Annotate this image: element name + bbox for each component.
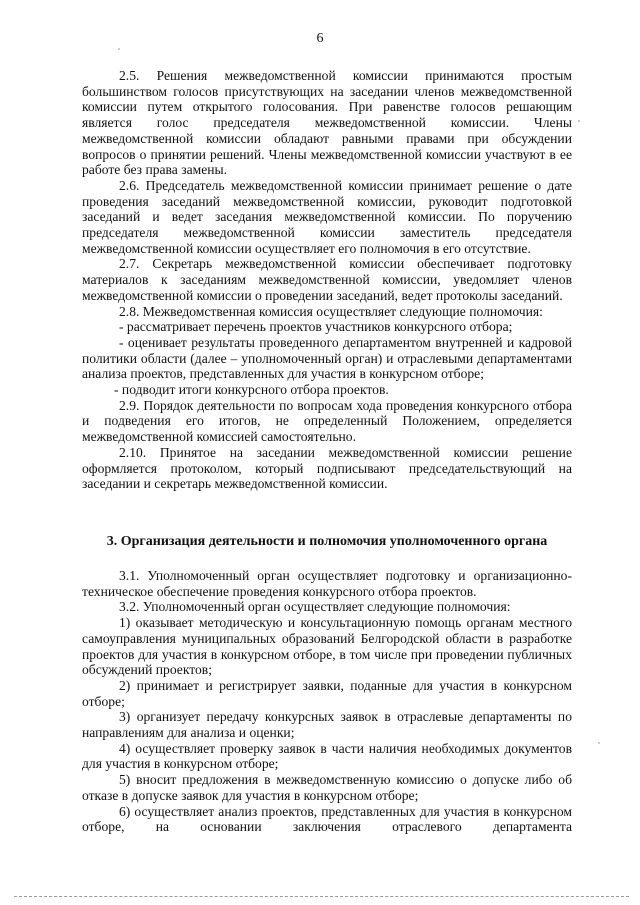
scan-edge-line <box>14 896 629 897</box>
paragraph-2-6: 2.6. Председатель межведомственной комиссии принимает решение о дате проведения заседаний межведомственной комиссии, руководит подготовкой заседаний и ведет заседания межведомственной комиссии. По поручению председателя межведомственной комиссии заместитель председателя межведомственной комиссии осуществляет его полномочия в его отсутствие. <box>82 177 572 256</box>
list-item-4: 4) осуществляет проверку заявок в части наличия необходимых документов для участия в конкурсном отборе; <box>82 740 572 772</box>
paragraph-2-5: 2.5. Решения межведомственной комиссии принимаются простым большинством голосов присутствующих на заседании членов межведомственной комиссии путем открытого голосования. При равенстве голосов решающим является голос председателя межведомственной комиссии. Члены межведомственной комиссии обладают равными правами при обсуждении вопросов о принятии решений. Члены межведомственной комиссии участвуют в ее работе без права замены. <box>82 68 572 178</box>
paragraph-3-1: 3.1. Уполномоченный орган осуществляет подготовку и организационно-техническое обеспечение проведения конкурсного отбора проектов. <box>82 568 572 599</box>
section-3-text <box>82 568 572 835</box>
list-item-5: 5) вносит предложения в межведомственную комиссию о допуске либо об отказе в допуске заявок для участия в конкурсном отборе; <box>82 772 572 803</box>
scan-speck <box>598 742 600 744</box>
paragraph-2-7: 2.7. Секретарь межведомственной комиссии обеспечивает подготовку материалов к заседаниям межведомственной комиссии, уведомляет членов межведомственной комиссии о проведении заседаний, ведет протоколы заседаний. <box>82 256 572 303</box>
paragraph-2-8: 2.8. Межведомственная комиссия осуществляет следующие полномочия: <box>119 303 543 319</box>
list-item-2: 2) принимает и регистрирует заявки, поданные для участия в конкурсном отборе; <box>82 677 572 709</box>
scan-speck <box>578 120 580 122</box>
paragraph-2-9: 2.9. Порядок деятельности по вопросам хода проведения конкурсного отбора и подведения его итогов, не определенный Положением, определяется межведомственной комиссией самостоятельно. <box>82 397 572 445</box>
section-3-heading: 3. Организация деятельности и полномочия уполномоченного органа <box>106 534 548 549</box>
list-item-review: - рассматривает перечень проектов участников конкурсного отбора; <box>119 319 513 335</box>
paragraph-3-2: 3.2. Уполномоченный орган осуществляет следующие полномочия: <box>119 599 511 615</box>
list-item-1: 1) оказывает методическую и консультационную помощь органам местного самоуправления муниципальных образований Белгородской области в разработке проектов для участия в конкурсном отборе, в том числе при проведении публичных обсуждений проектов; <box>82 615 572 678</box>
list-item-3: 3) организует передачу конкурсных заявок в отраслевые департаменты по направлениям для анализа и оценки; <box>82 709 572 741</box>
page-number: 6 <box>316 31 324 46</box>
list-item-summarize: - подводит итоги конкурсного отбора проектов. <box>114 382 389 398</box>
scan-speck <box>118 48 120 50</box>
list-item-evaluate: - оценивает результаты проведенного департаментом внутренней и кадровой политики области (далее – уполномоченный орган) и отраслевыми департаментами анализа проектов, представленных для участия в конкурсном отборе; <box>82 334 572 382</box>
paragraph-2-10: 2.10. Принятое на заседании межведомственной комиссии решение оформляется протоколом, который подписывают председательствующий на заседании и секретарь межведомственной комиссии. <box>82 444 572 492</box>
list-item-6: 6) осуществляет анализ проектов, представленных для участия в конкурсном отборе, на основании заключения отраслевого департамента <box>82 803 572 835</box>
section-2-text <box>82 68 572 492</box>
